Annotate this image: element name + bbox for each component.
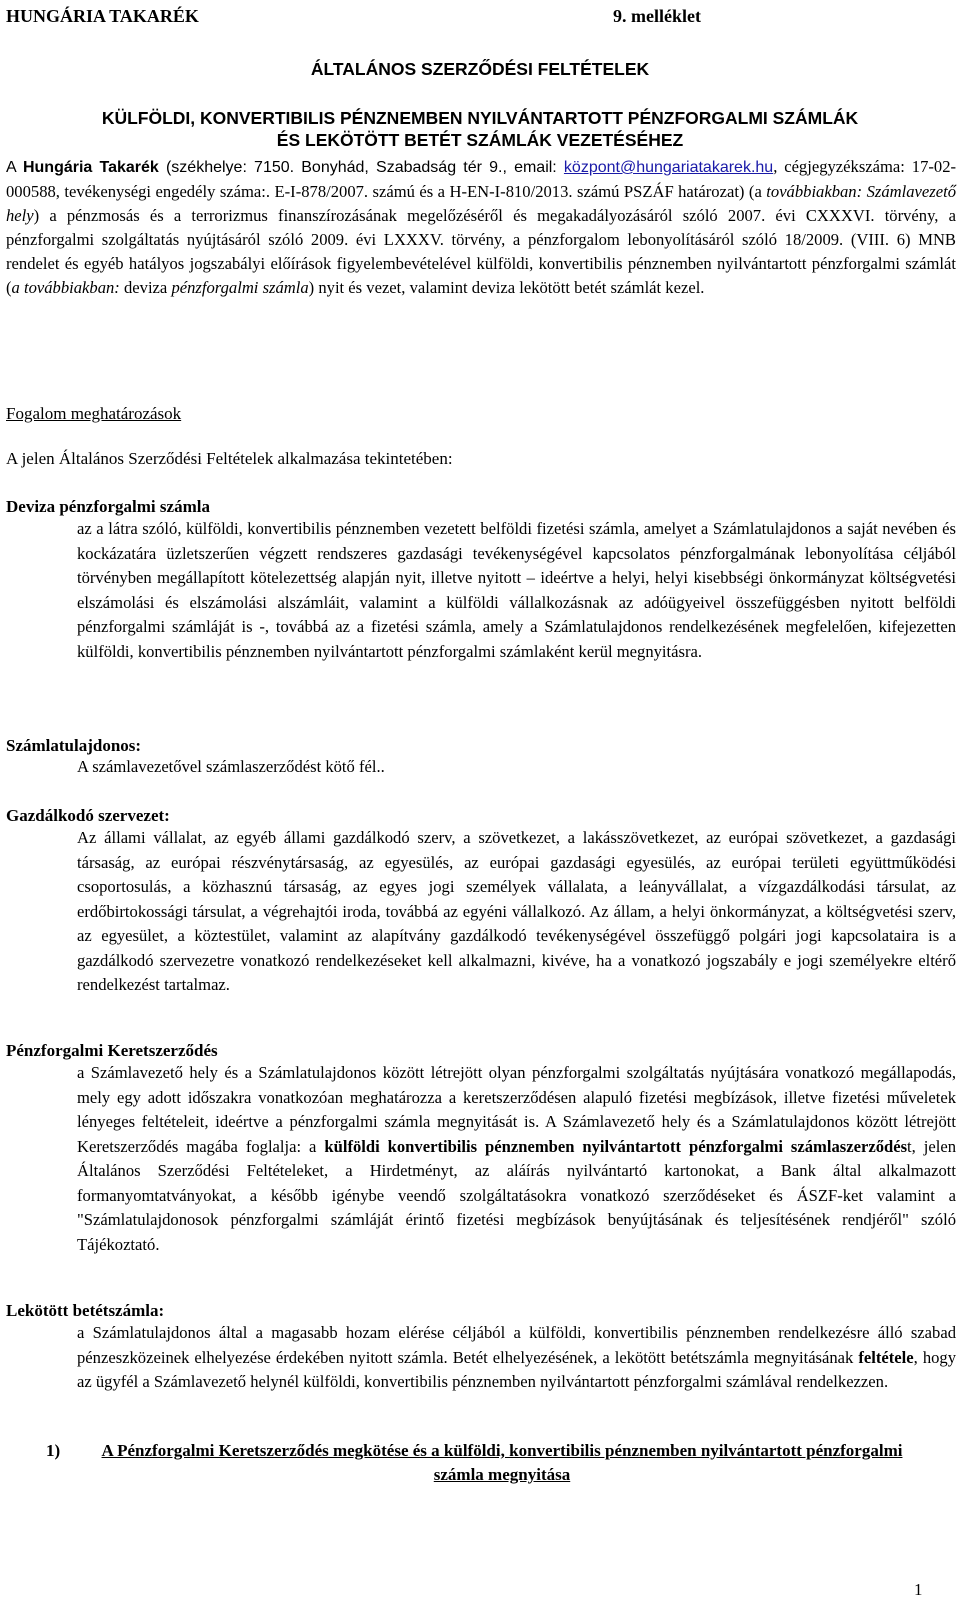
intro-italic-1: továbbiakban: Számlavezető hely [6,182,956,225]
numbered-section-title: A Pénzforgalmi Keretszerződés megkötése és a külföldi, konvertibilis pénznemben nyilvántartott pénzforgalmi számla megnyitása [101,1441,903,1484]
intro-text-3: , cégjegyzékszáma: 17-02-000588, tevékenységi engedély száma:. E-I-878/2007. számú és a H-EN-I-810/2013. számú PSZÁF határozat) (a [6,157,957,201]
intro-italic-3: pénzforgalmi számla [171,278,309,297]
definition-lekotott-betetszamla [77,1321,956,1395]
definition-szamlatulajdonos: A számlavezetővel számlaszerződést kötő fél.. [77,757,385,776]
email-link[interactable]: központ@hungariatakarek.hu [563,159,774,176]
intro-text-1: A [6,159,23,176]
intro-italic-2: a továbbiakban: [11,278,120,297]
intro-bank-name: Hungária Takarék [22,159,159,176]
page-number: 1 [914,1580,923,1599]
betetszamla-bold: feltétele [858,1347,914,1367]
intro-text-2: (székhelye: 7150. Bonyhád, Szabadság tér 9., email: [158,159,564,176]
keretszerzodes-bold: külföldi konvertibilis pénznemben nyilvántartott pénzforgalmi számlaszerződés [324,1136,908,1156]
term-lekotott-betetszamla: Lekötött betétszámla: [6,1301,165,1320]
section-intro: A jelen Általános Szerződési Feltételek alkalmazása tekintetében: [6,449,453,468]
intro-text-5: deviza [119,278,172,297]
document-subtitle-line-1: KÜLFÖLDI, KONVERTIBILIS PÉNZNEMBEN NYILVÁNTARTOTT PÉNZFORGALMI SZÁMLÁK [101,108,859,128]
header-annex-label: 9. melléklet [613,6,701,26]
definition-penzforgalmi-keretszerzodes [77,1061,956,1257]
definition-gazdalkodo-szervezet [77,826,956,998]
term-penzforgalmi-keretszerzodes: Pénzforgalmi Keretszerződés [6,1041,218,1060]
document-subtitle-line-2: ÉS LEKÖTÖTT BETÉT SZÁMLÁK VEZETÉSÉHEZ [276,130,684,150]
section-heading: Fogalom meghatározások [6,404,182,423]
keretszerzodes-text-a: a Számlavezető hely és a Számlatulajdonos között létrejött olyan pénzforgalmi szolgáltatás nyújtására vonatkozó megállapodás, mely egy adott időszakra vonatkozóan meghatározza a keretszerződésen alapuló fizetési megbízások, illetve fizetési műveletek lényeges feltételeit, ideértve a pénzforgalmi számla megnyitását is. A Számlavezető hely és a Számlatulajdonos között létrejött Keretszerződés magába foglalja: a [77,1063,956,1156]
betetszamla-text-b: , hogy az ügyfél a Számlavezető helynél külföldi, konvertibilis pénznemben nyilvántartott pénzforgalmi számlával rendelkezzen. [77,1347,957,1391]
header-bank-name: HUNGÁRIA TAKARÉK [6,6,199,26]
definition-gazdalkodo-szervezet-text: Az állami vállalat, az egyéb állami gazdálkodó szerv, a szövetkezet, a lakásszövetkezet, az európai szövetkezet, a gazdasági társaság, az európai részvénytársaság, az egyesülés, az európai gazdasági egyesülés, az európai területi együttműködési csoportosulás, a közhasznú társaság, az egyes jogi személyek vállalata, a leányvállalat, a vízgazdálkodási társulat, az erdőbirtokossági társulat, a végrehajtói iroda, továbbá az egyéni vállalkozó. Az állam, a helyi önkormányzat, a költségvetési szerv, az egyesület, a köztestület, valamint az alapítvány gazdálkodó tevékenységével összefüggő polgári jogi kapcsolataira is a gazdálkodó szervezetre vonatkozó rendelkezéseket kell alkalmazni, kivéve, ha a vonatkozó jogszabály e jogi személyekre eltérő rendelkezést tartalmaz. [77,828,956,994]
betetszamla-text-a: a Számlatulajdonos által a magasabb hozam elérése céljából a külföldi, konvertibilis pénznemben rendelkezésre álló szabad pénzeszközeinek elhelyezése érdekében nyitott számla. Betét elhelyezésének, a lekötött betétszámla megnyitásának [77,1323,956,1367]
intro-text-4: ) a pénzmosás és a terrorizmus finanszírozásának megelőzéséről és megakadályozásáról szóló 2007. évi CXXXVI. törvény, a pénzforgalmi szolgáltatás nyújtásáról szóló 2009. évi LXXXV. törvény, a pénzforgalom lebonyolításáról szóló 18/2009. (VIII. 6) MNB rendelet és egyéb hatályos jogszabályi előírások figyelembevételével külföldi, konvertibilis pénznemben nyilvántartott pénzforgalmi számlát ( [6,206,956,297]
intro-text-6: ) nyit és vezet, valamint deviza lekötött betét számlát kezel. [308,278,705,297]
keretszerzodes-text-b: t, jelen Általános Szerződési Feltételeket, a Hirdetményt, az aláírás nyilvántartó kartonokat, a Bank által alkalmazott formanyomtatványokat, a később igénybe veendő szolgáltatásokra vonatkozó szerződéseket és ÁSZF-ket valamint a "Számlatulajdonosok pénzforgalmi számláját érintő fizetési megbízások benyújtásának és teljesítésének rendjéről" szóló Tájékoztató. [77,1136,956,1254]
term-szamlatulajdonos: Számlatulajdonos: [6,736,142,755]
term-gazdalkodo-szervezet: Gazdálkodó szervezet: [6,806,170,825]
section-number: 1) [46,1441,61,1460]
definition-deviza-penzforgalmi-szamla: az a látra szóló, külföldi, konvertibilis pénznemben vezetett belföldi fizetési számla, amelyet a Számlatulajdonos a saját nevében és kockázatára üzletszerűen végzett rendszeres gazdasági tevékenységével kapcsolatos pénzforgalmának lebonyolítása céljából törvényben megállapított kötelezettség alapján nyit, illetve nyitott – ideértve a helyi, helyi kisebbségi önkormányzat költségvetési elszámolási és elszámolási alszámláit, valamint a külföldi vállalkozásnak az adóügyeivel összefüggésben nyitott belföldi pénzforgalmi számláját is -, továbbá az a fizetési számla, amely a Számlatulajdonos rendelkezésének megfelelően, kifejezetten külföldi, konvertibilis pénznemben nyilvántartott pénzforgalmi számlaként kerül megnyitásra. [77,519,956,661]
term-deviza-penzforgalmi-szamla: Deviza pénzforgalmi számla [6,497,210,516]
intro-paragraph [6,155,956,300]
document-title: ÁLTALÁNOS SZERZŐDÉSI FELTÉTELEK [310,59,650,79]
